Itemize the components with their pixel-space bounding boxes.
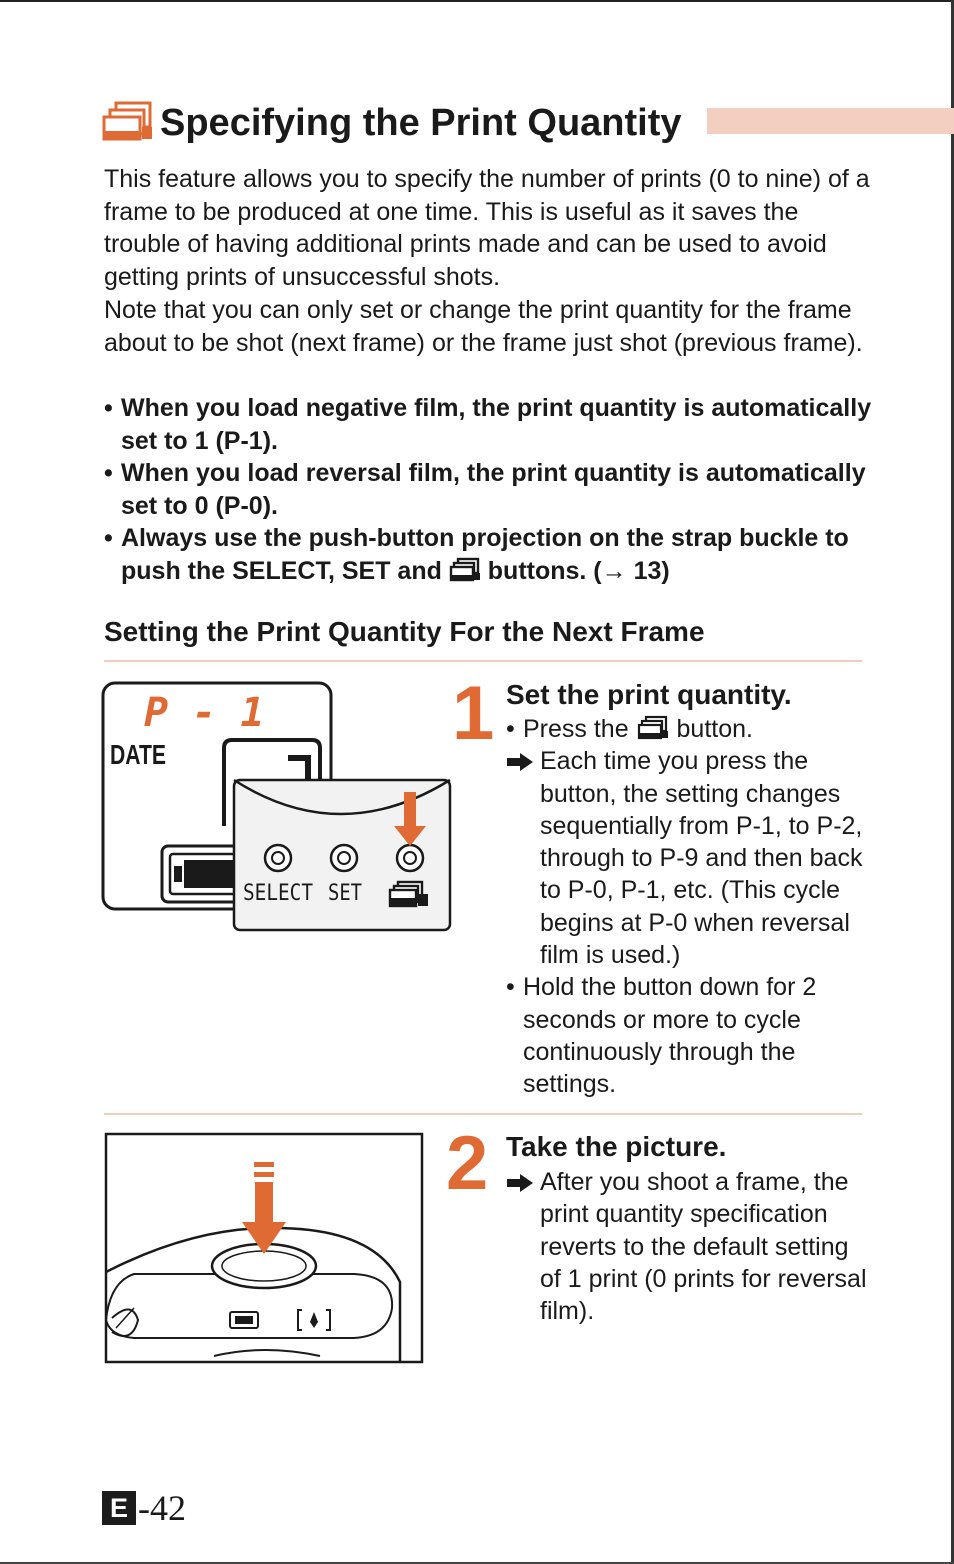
step-1-press-text: Press the — [523, 715, 629, 743]
step-divider — [104, 1113, 862, 1115]
step-2-result — [506, 1166, 868, 1327]
notes-list — [104, 392, 884, 587]
step-1-press — [506, 713, 868, 745]
intro-text — [104, 163, 874, 359]
step-1-number: 1 — [452, 671, 495, 756]
step-2-result-text: After you shoot a frame, the print quantity specification reverts to the default setting of 1 print (0 prints for reversal film). — [540, 1168, 867, 1326]
step-2-body — [506, 1166, 868, 1327]
step-1-body — [506, 713, 868, 1101]
step-2-number: 2 — [446, 1121, 489, 1206]
camera-back-illustration — [100, 678, 454, 936]
note-negative-film: • When you load negative film, the print quantity is automatically set to 1 (P-1). — [104, 392, 884, 457]
select-label: SELECT — [243, 881, 313, 906]
page-top-edge — [0, 0, 954, 2]
note-push-button-text-end: buttons. (→ 13) — [487, 556, 670, 585]
result-arrow-icon — [506, 1173, 534, 1193]
section-heading: Setting the Print Quantity For the Next Frame — [104, 616, 705, 647]
page-number-value: -42 — [138, 1488, 186, 1528]
note-push-button — [104, 522, 884, 587]
button-panel — [234, 780, 450, 930]
lcd-date-label: DATE — [110, 739, 166, 770]
page-title: Specifying the Print Quantity — [160, 102, 682, 144]
shutter-button-illustration — [104, 1132, 424, 1364]
print-quantity-icon — [636, 715, 670, 741]
step-1-title: Set the print quantity. — [506, 679, 792, 710]
print-quantity-icon — [102, 100, 154, 142]
section-rule — [104, 660, 862, 662]
print-quantity-icon — [449, 557, 481, 583]
step-1-press-text-end: button. — [676, 715, 753, 743]
language-badge: E — [102, 1491, 136, 1525]
step-1-result — [506, 745, 868, 971]
step-1-result-text: Each time you press the button, the setting changes sequentially from P-1, to P-2, through to P-9 and then back to P-0, P-1, etc. (This cycle begins at P-0 when reversal film is used.) — [540, 747, 863, 970]
result-arrow-icon — [506, 752, 534, 772]
intro-paragraph: Note that you can only set or change the print quantity for the frame about to be shot (next frame) or the frame just shot (previous frame). — [104, 295, 863, 357]
intro-paragraph: This feature allows you to specify the number of prints (0 to nine) of a frame to be produced at one time. This is useful as it saves the trouble of having additional prints made and can be used to avoid getting prints of unsuccessful shots. — [104, 165, 870, 292]
title-row — [102, 100, 954, 148]
note-reversal-film: • When you load reversal film, the print quantity is automatically set to 0 (P-0). — [104, 457, 884, 522]
title-accent-bar — [707, 108, 954, 134]
print-quantity-icon — [390, 882, 428, 906]
lcd-print-quantity: P - 1 — [144, 690, 265, 736]
step-1-hold: • Hold the button down for 2 seconds or more to cycle continuously through the settings. — [506, 971, 868, 1100]
note-push-button-text: Always use the push-button projection on the strap buckle to push the SELECT, SET and — [121, 524, 849, 585]
set-label: SET — [328, 881, 362, 906]
step-2-title: Take the picture. — [506, 1131, 727, 1162]
